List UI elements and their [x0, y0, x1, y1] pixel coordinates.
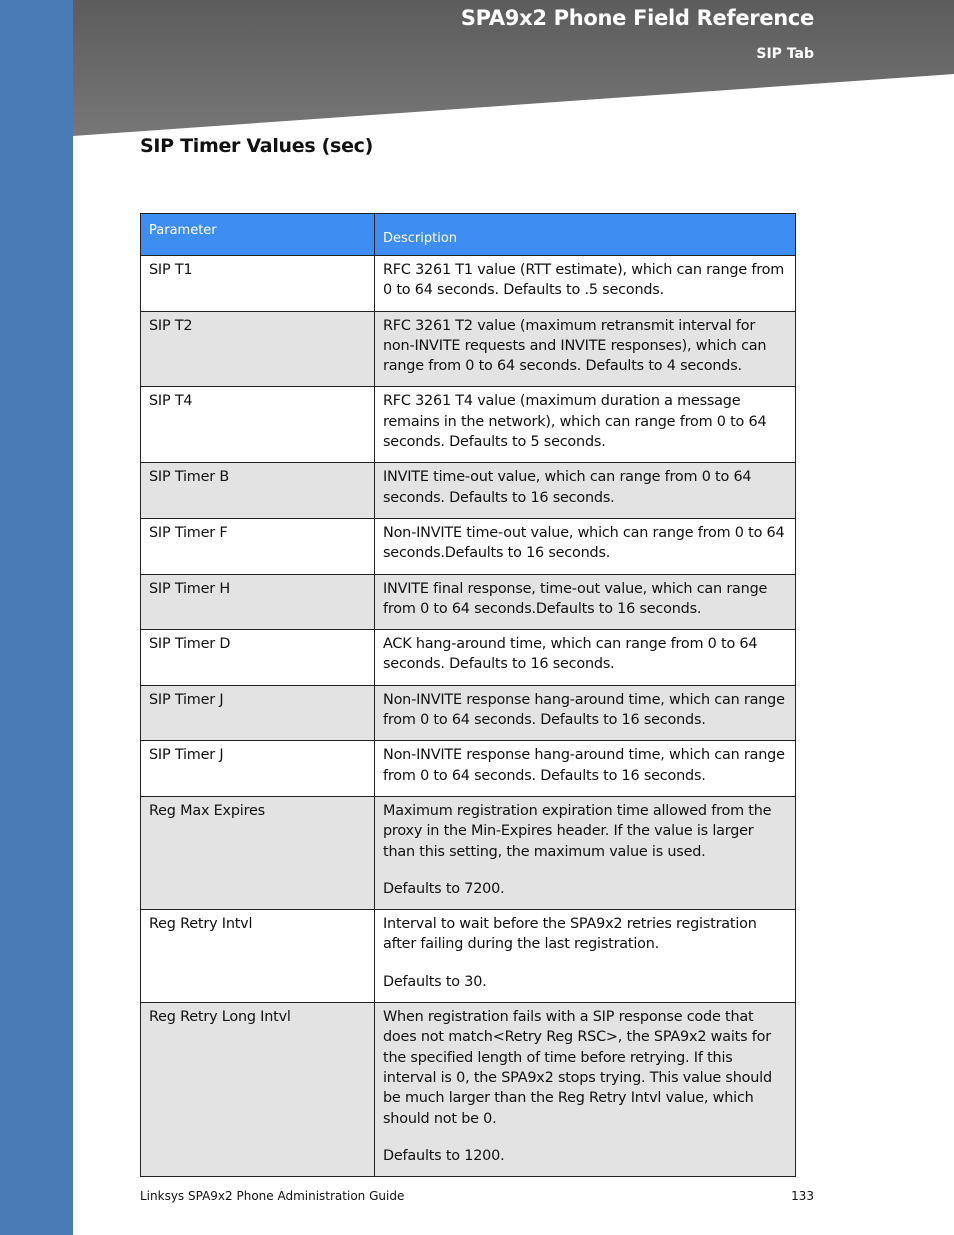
default-value-note: Defaults to 7200.: [383, 880, 505, 897]
table-row: [141, 685, 796, 741]
table-row: [141, 1003, 796, 1177]
parameter-cell: SIP T4: [141, 387, 375, 463]
description-text: When registration fails with a SIP response code that does not match<Retry Reg RSC>, the SPA9x2 waits for the specified length of time before retrying. If this interval is 0, the SPA9x2 stops trying. This value should be much larger than the Reg Retry Intvl value, which should not be 0.: [383, 1009, 772, 1127]
default-value-note: Defaults to 1200.: [383, 1147, 505, 1164]
table-header-row: [141, 214, 796, 256]
section-heading: SIP Timer Values (sec): [140, 135, 373, 157]
table-row: [141, 796, 796, 909]
parameter-cell: Reg Retry Long Intvl: [141, 1003, 375, 1177]
default-value-note: Defaults to 30.: [383, 973, 487, 990]
parameter-cell: SIP T1: [141, 256, 375, 312]
parameter-cell: SIP Timer H: [141, 574, 375, 630]
parameter-cell: SIP Timer D: [141, 630, 375, 686]
description-cell: [375, 518, 796, 574]
description-text: RFC 3261 T4 value (maximum duration a message remains in the network), which can range from 0 to 64 seconds. Defaults to 5 seconds.: [383, 393, 767, 451]
table-row: [141, 387, 796, 463]
description-cell: [375, 311, 796, 387]
page-header: [73, 0, 954, 140]
description-cell: [375, 387, 796, 463]
document-title: SPA9x2 Phone Field Reference: [460, 6, 814, 30]
description-cell: [375, 463, 796, 519]
description-text: Maximum registration expiration time allowed from the proxy in the Min-Expires header. If the value is larger than this setting, the maximum value is used.: [383, 802, 772, 860]
parameter-cell: SIP Timer B: [141, 463, 375, 519]
parameter-table: [140, 213, 796, 1177]
description-text: RFC 3261 T2 value (maximum retransmit interval for non-INVITE requests and INVITE responses), which can range from 0 to 64 seconds. Defaults to 4 seconds.: [383, 317, 767, 375]
description-text: Non-INVITE response hang-around time, which can range from 0 to 64 seconds. Defaults to 16 seconds.: [383, 691, 785, 729]
description-cell: [375, 256, 796, 312]
description-cell: [375, 741, 796, 797]
description-cell: [375, 685, 796, 741]
parameter-cell: SIP Timer J: [141, 685, 375, 741]
table-row: [141, 463, 796, 519]
table-row: [141, 256, 796, 312]
table-row: [141, 311, 796, 387]
column-header-parameter: Parameter: [141, 214, 375, 256]
footer-page-number: 133: [791, 1189, 814, 1203]
description-cell: [375, 1003, 796, 1177]
description-cell: [375, 910, 796, 1003]
description-text: INVITE final response, time-out value, which can range from 0 to 64 seconds.Defaults to 16 seconds.: [383, 580, 768, 617]
document-subtitle: SIP Tab: [756, 46, 814, 62]
description-text: Interval to wait before the SPA9x2 retries registration after failing during the last registration.: [383, 916, 757, 953]
table-row: [141, 741, 796, 797]
parameter-cell: SIP Timer J: [141, 741, 375, 797]
description-cell: [375, 630, 796, 686]
parameter-cell: SIP Timer F: [141, 518, 375, 574]
description-cell: [375, 574, 796, 630]
description-text: ACK hang-around time, which can range from 0 to 64 seconds. Defaults to 16 seconds.: [383, 636, 758, 673]
table-row: [141, 574, 796, 630]
footer-guide-name: Linksys SPA9x2 Phone Administration Guide: [140, 1189, 405, 1203]
parameter-cell: SIP T2: [141, 311, 375, 387]
parameter-cell: Reg Retry Intvl: [141, 910, 375, 1003]
description-cell: [375, 796, 796, 909]
description-text: INVITE time-out value, which can range from 0 to 64 seconds. Defaults to 16 seconds.: [383, 469, 752, 506]
left-accent-bar: [0, 0, 73, 1235]
parameter-cell: Reg Max Expires: [141, 796, 375, 909]
description-text: Non-INVITE time-out value, which can range from 0 to 64 seconds.Defaults to 16 seconds.: [383, 524, 785, 562]
description-text: RFC 3261 T1 value (RTT estimate), which can range from 0 to 64 seconds. Defaults to .5 seconds.: [383, 262, 785, 299]
column-header-description: Description: [375, 214, 796, 256]
description-text: Non-INVITE response hang-around time, which can range from 0 to 64 seconds. Defaults to 16 seconds.: [383, 747, 785, 784]
table-row: [141, 518, 796, 574]
table-row: [141, 910, 796, 1003]
table-row: [141, 630, 796, 686]
